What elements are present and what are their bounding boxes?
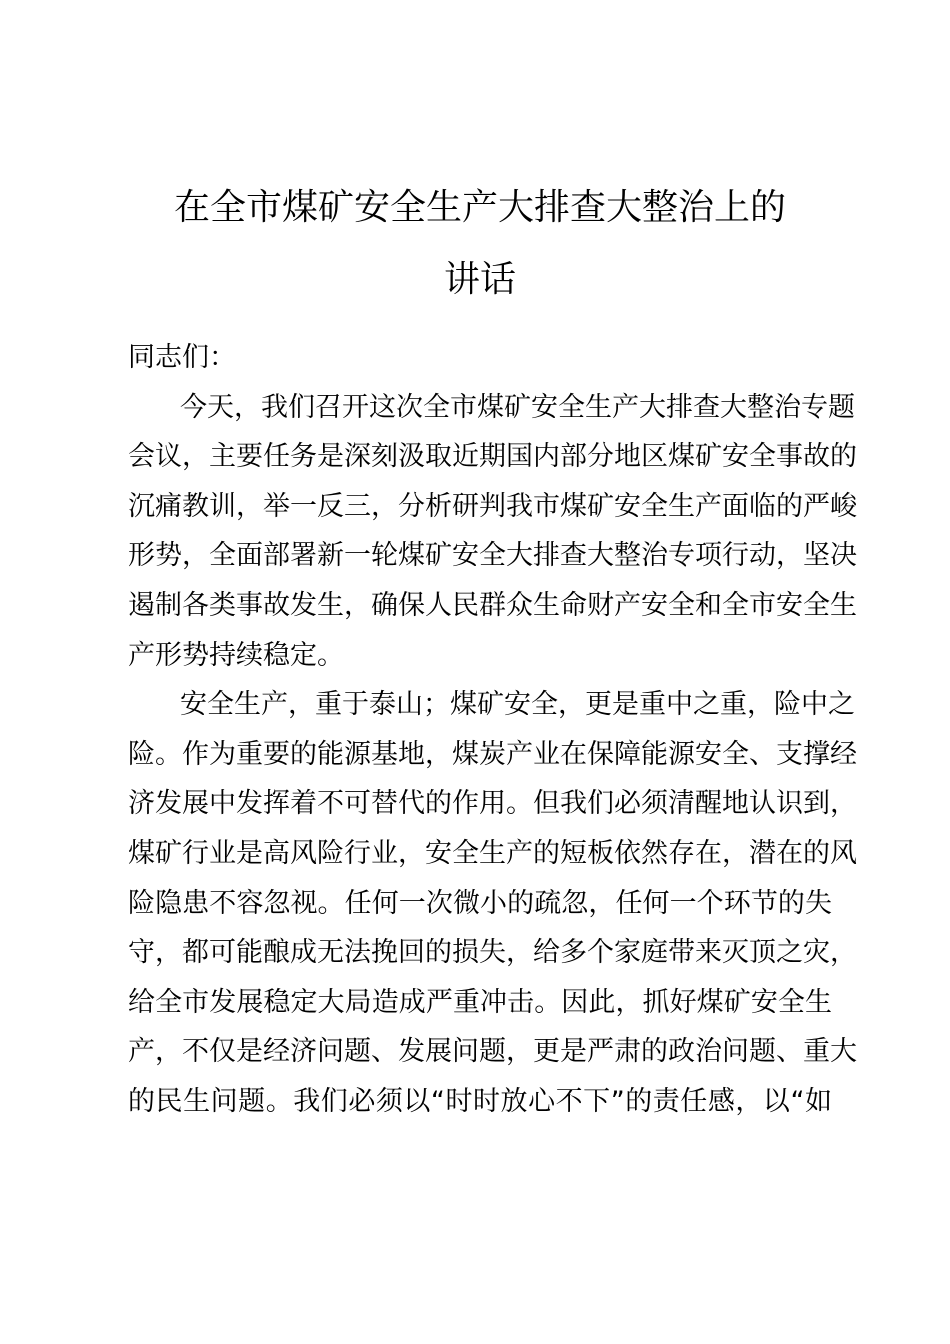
- text-line: 产形势持续稳定。: [128, 639, 344, 671]
- text-line: 会议，主要任务是深刻汲取近期国内部分地区煤矿安全事故的: [128, 441, 857, 473]
- text-line: 同志们：: [128, 342, 236, 373]
- text-line: 济发展中发挥着不可替代的作用。但我们必须清醒地认识到，: [128, 788, 857, 820]
- text-line: 安全生产，重于泰山；煤矿安全，更是重中之重，险中之: [180, 689, 855, 721]
- text-line: 沉痛教训，举一反三，分析研判我市煤矿安全生产面临的严峻: [128, 490, 857, 522]
- text-line: 今天，我们召开这次全市煤矿安全生产大排查大整治专题: [180, 391, 855, 423]
- text-line: 产，不仅是经济问题、发展问题，更是严肃的政治问题、重大: [128, 1036, 857, 1068]
- text-line: 给全市发展稳定大局造成严重冲击。因此，抓好煤矿安全生: [128, 986, 832, 1018]
- document-title-line-2: 讲话: [443, 259, 516, 300]
- text-line: 煤矿行业是高风险行业，安全生产的短板依然存在，潜在的风: [128, 837, 857, 869]
- text-line: 险。作为重要的能源基地，煤炭产业在保障能源安全、支撑经: [128, 738, 857, 770]
- document-title-line-1: 在全市煤矿安全生产大排查大整治上的: [173, 187, 786, 228]
- text-line: 形势，全面部署新一轮煤矿安全大排查大整治专项行动，坚决: [128, 540, 857, 572]
- document-body: [128, 333, 857, 1127]
- text-line: 遏制各类事故发生，确保人民群众生命财产安全和全市安全生: [128, 589, 857, 621]
- text-line: 的民生问题。我们必须以“时时放心不下”的责任感，以“如: [128, 1085, 832, 1117]
- text-line: 险隐患不容忽视。任何一次微小的疏忽，任何一个环节的失: [128, 887, 832, 919]
- text-line: 守，都可能酿成无法挽回的损失，给多个家庭带来灭顶之灾，: [128, 937, 857, 969]
